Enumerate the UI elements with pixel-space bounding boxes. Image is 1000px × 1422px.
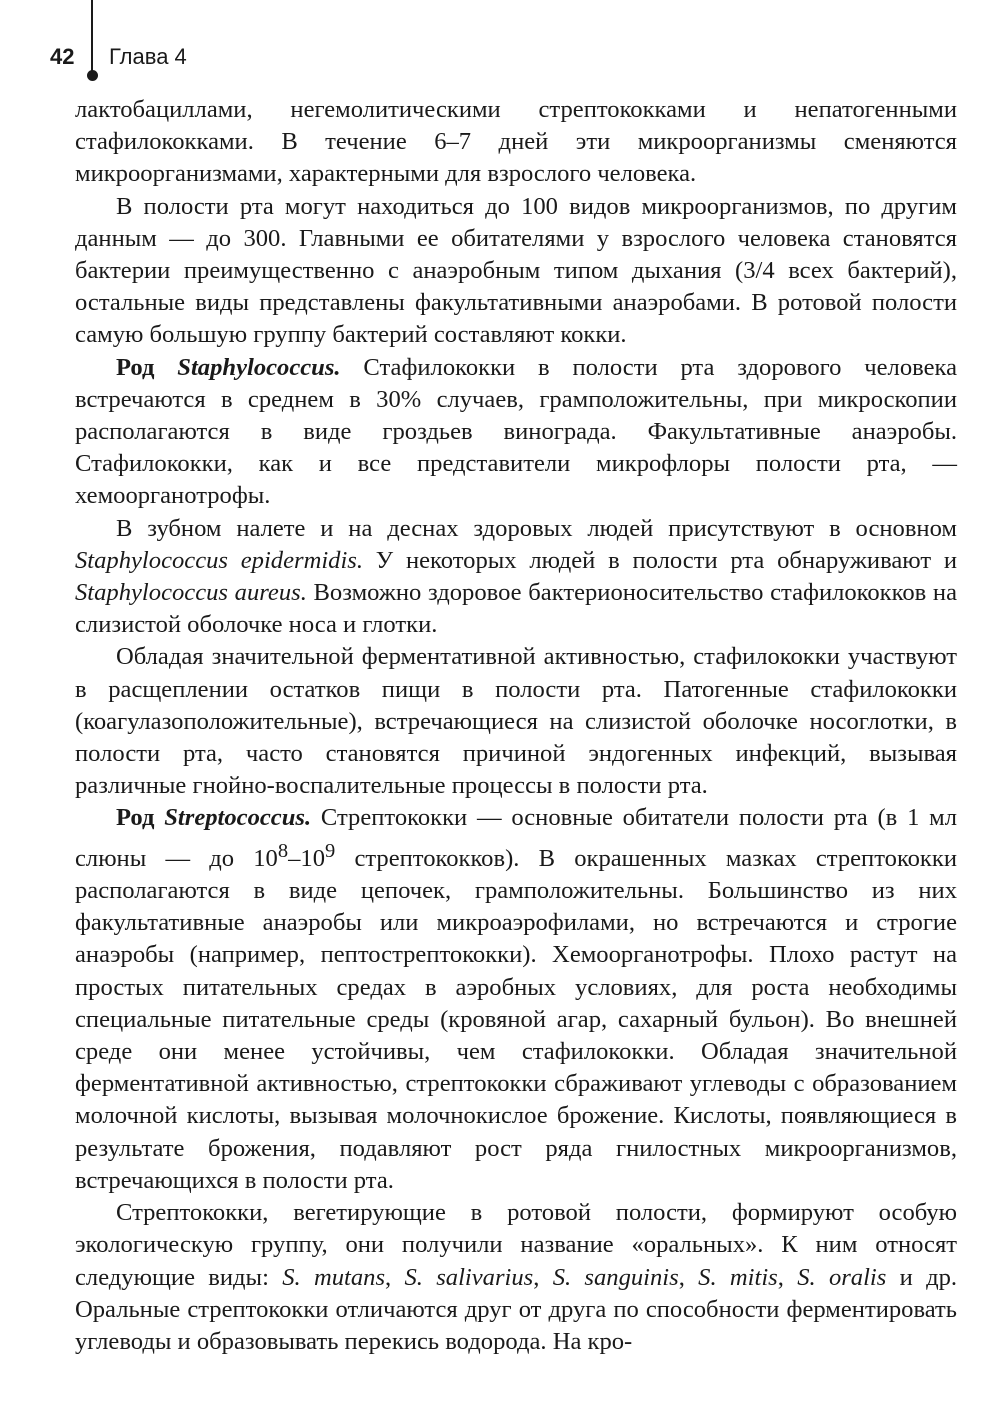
genus-name-streptococcus: Streptococcus. [164,804,312,832]
paragraph-text: стрептококков). В окрашенных мазках стрептококки располагаются в виде цепочек, грамположительны. Большинство из них факультативные анаэробы или микроаэрофилами, но встречаются и строгие анаэробы (например, пептострептококки). Хемоорганотрофы. Плохо растут на простых питательных средах в аэробных условиях, для роста необходимы специальные питательные среды (кровяной агар, сахарный бульон). Во внешней среде они менее устойчивы, чем стафилококки. Обладая значительной ферментативной активностью, стрептококки сбраживают углеводы с образованием молочной кислоты, вызывая молочнокислое брожение. Кислоты, появляющиеся в результате брожения, подавляют рост ряда гнилостных микроорганизмов, встречающихся в полости рта. [75,844,957,1194]
exponent: 8 [277,839,289,862]
paragraph-text: и др. Оральные стрептококки отличаются друг от друга по способности ферментировать углеводы и образовывать перекись водорода. На кро- [75,1263,958,1355]
paragraph-4 [75,513,957,642]
separator: , [777,1263,798,1291]
paragraph-text: Стафилококки в полости рта здорового человека встречаются в среднем в 30% случаев, грамположительны, при микроскопии располагаются в виде гроздьев винограда. Факультативные анаэробы. Стафилококки, как и все представители микрофлоры полости рта, — хемоорганотрофы. [75,353,957,510]
species-name: Staphylococcus aureus. [75,579,307,607]
separator: , [533,1263,553,1291]
paragraph-text: Стрептококки, вегетирующие в ротовой полости, формируют особую экологическую группу, они получили название «оральных». К ним относят следующие виды: [75,1199,957,1291]
paragraph-text: У некоторых людей в полости рта обнаруживают и [363,546,958,574]
separator: , [385,1263,405,1291]
page-number: 42 [50,44,75,69]
genus-label: Род [116,353,155,381]
species-name: S. oralis [797,1263,887,1291]
paragraph-5: Обладая значительной ферментативной активностью, стафилококки участвуют в расщеплении остатков пищи в полости рта. Патогенные стафилококки (коагулазоположительные), встречающиеся на слизистой оболочке носоглотки, в полости рта, часто становятся причиной эндогенных инфекций, вызывая различные гнойно-воспалительные процессы в полости рта. [75,643,957,800]
species-name: S. mutans [282,1263,386,1291]
paragraph-7 [75,1197,957,1358]
species-name: S. salivarius [404,1263,534,1291]
paragraph-text: Стрептококки — основные обитатели полости рта (в 1 мл слюны — до 10 [75,804,957,872]
chapter-title: Глава 4 [109,44,187,69]
header-dot-marker [87,70,98,81]
separator: , [678,1263,699,1291]
page-body [75,94,957,1358]
species-name: S. mitis [698,1263,778,1291]
header-vertical-rule [91,0,93,74]
paragraph-text: Возможно здоровое бактерионосительство стафилококков на слизистой оболочке носа и глотки. [75,579,957,639]
exponent: 9 [325,839,336,862]
paragraph-text: –10 [288,844,325,872]
paragraph-staphylococcus [75,352,957,513]
paragraph-text: В зубном налете и на деснах здоровых людей присутствуют в основном [116,514,957,542]
species-name: Staphylococcus epidermidis. [75,546,364,574]
paragraph-2: В полости рта могут находиться до 100 видов микроорганизмов, по другим данным — до 300. Главными ее обитателями у взрослого человека становятся бактерии преимущественно с анаэробным типом дыхания (3/4 всех бактерий), остальные виды представлены факультативными анаэробами. В ротовой полости самую большую группу бактерий составляют кокки. [75,192,957,349]
paragraph-1: лактобациллами, негемолитическими стрептококками и непатогенными стафилококками. В течение 6–7 дней эти микроорганизмы сменяются микроорганизмами, характерными для взрослого человека. [75,96,957,188]
page-header [0,0,1000,100]
genus-name-staphylococcus: Staphylococcus. [177,353,341,381]
species-name: S. sanguinis [552,1263,679,1291]
genus-label: Род [116,804,155,832]
paragraph-streptococcus [75,802,957,1197]
